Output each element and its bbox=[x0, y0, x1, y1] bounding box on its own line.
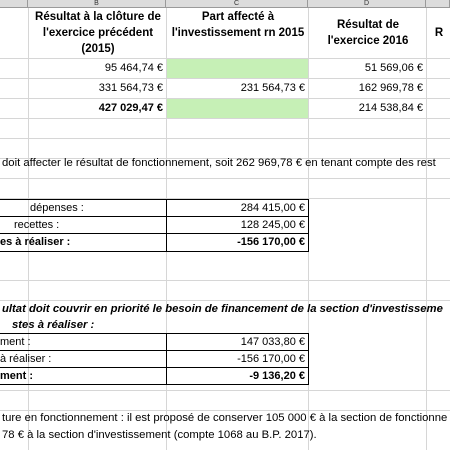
cell-c-row2[interactable]: 231 564,73 € bbox=[240, 82, 305, 94]
table-border bbox=[0, 384, 308, 385]
value-expenses[interactable]: 284 415,00 € bbox=[240, 202, 305, 214]
column-header-b[interactable]: B bbox=[28, 0, 166, 8]
cell-d-row1[interactable]: 51 569,06 € bbox=[364, 62, 423, 74]
grid-hline bbox=[0, 410, 450, 411]
table-border bbox=[308, 199, 309, 252]
grid-hline bbox=[0, 138, 450, 139]
value-financing[interactable]: 147 033,80 € bbox=[240, 336, 305, 348]
grid-vline bbox=[426, 8, 427, 450]
value-to-realize[interactable]: -156 170,00 € bbox=[237, 353, 305, 365]
table-border bbox=[0, 251, 308, 252]
label-need-total[interactable]: ment : bbox=[0, 370, 33, 382]
header-cell-partial[interactable]: R bbox=[434, 27, 444, 39]
cell-c-total[interactable] bbox=[167, 99, 308, 118]
value-need-total[interactable]: -9 136,20 € bbox=[249, 370, 305, 382]
cell-d-total[interactable]: 214 538,84 € bbox=[358, 102, 423, 114]
cell-c-row1[interactable] bbox=[167, 59, 308, 78]
cell-b-total[interactable]: 427 029,47 € bbox=[98, 102, 163, 114]
header-cell-result-previous[interactable]: Résultat à la clôture de l'exercice précédent (2015) bbox=[35, 11, 161, 55]
column-header-d[interactable]: D bbox=[308, 0, 426, 8]
grid-hline bbox=[0, 390, 450, 391]
grid-hline bbox=[0, 178, 450, 179]
label-revenues[interactable]: recettes : bbox=[14, 219, 60, 231]
proposal-sentence: ture en fonctionnement : il est proposé de conserver 105 000 € à la section de fonctionne bbox=[2, 412, 448, 424]
value-remaining[interactable]: -156 170,00 € bbox=[237, 236, 305, 248]
coverage-sentence-line2: stes à réaliser : bbox=[12, 319, 95, 331]
value-revenues[interactable]: 128 245,00 € bbox=[240, 219, 305, 231]
column-header-e[interactable] bbox=[426, 0, 450, 8]
column-header-a[interactable] bbox=[0, 0, 28, 8]
cell-d-row2[interactable]: 162 969,78 € bbox=[358, 82, 423, 94]
column-header-c[interactable]: C bbox=[166, 0, 308, 8]
label-financing[interactable]: ment : bbox=[0, 336, 31, 348]
coverage-sentence: ultat doit couvrir en priorité le besoin de financement de la section d'investisseme bbox=[2, 303, 443, 315]
assignment-sentence: doit affecter le résultat de fonctionnement, soit 262 969,78 € en tenant compte des rest bbox=[2, 157, 436, 169]
label-remaining[interactable]: es à réaliser : bbox=[0, 236, 71, 248]
header-cell-result-2016[interactable]: Résultat de l'exercice 2016 bbox=[327, 19, 409, 47]
proposal-sentence-line2: 78 € à la section d'investissement (compte 1068 au B.P. 2017). bbox=[2, 429, 317, 441]
cell-b-row1[interactable]: 95 464,74 € bbox=[104, 62, 163, 74]
label-expenses[interactable]: dépenses : bbox=[30, 202, 84, 214]
table-border bbox=[308, 333, 309, 385]
grid-hline bbox=[0, 280, 450, 281]
cell-b-row2[interactable]: 331 564,73 € bbox=[98, 82, 163, 94]
grid-hline bbox=[0, 300, 450, 301]
header-cell-investment-share[interactable]: Part affecté à l'investissement rn 2015 bbox=[171, 11, 305, 39]
label-to-realize[interactable]: à réaliser : bbox=[0, 353, 52, 365]
grid-hline bbox=[0, 118, 450, 119]
